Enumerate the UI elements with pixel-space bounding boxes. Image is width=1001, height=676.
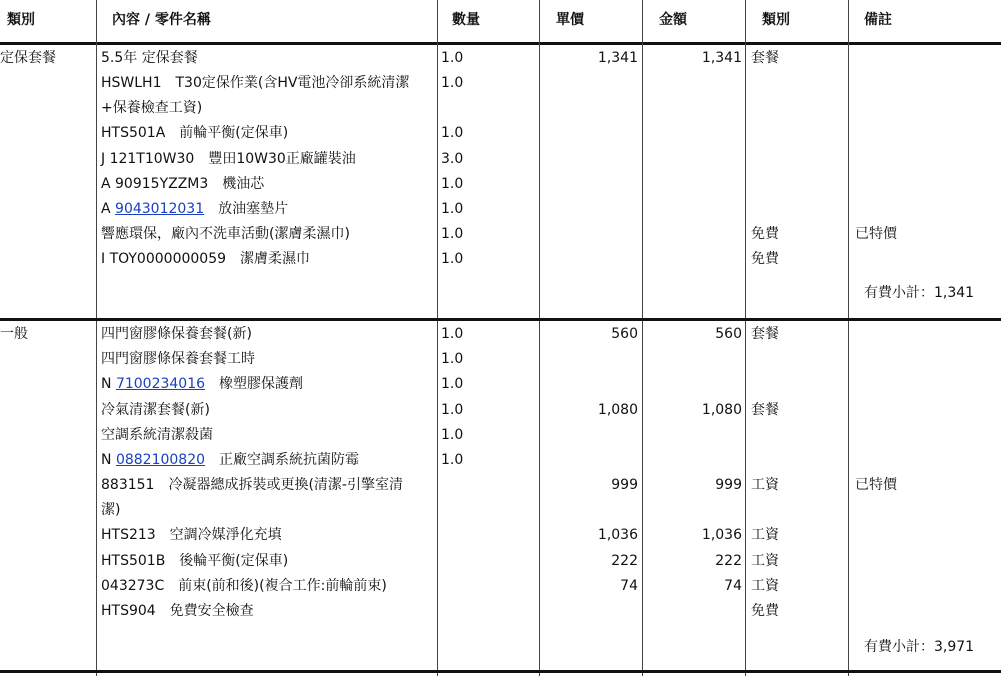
item-description xyxy=(101,451,359,469)
item-type: 套餐 xyxy=(751,326,779,342)
item-code-text: 空調系統清潔殺菌 xyxy=(101,426,213,443)
item-description xyxy=(101,250,310,268)
item-description xyxy=(101,350,255,368)
item-amount: 1,341 xyxy=(701,50,742,66)
group-category: 定保套餐 xyxy=(0,50,56,66)
item-qty: 1.0 xyxy=(441,175,464,192)
item-description xyxy=(101,150,356,168)
item-description xyxy=(101,200,288,218)
item-amount: 1,080 xyxy=(701,401,742,418)
item-amount: 999 xyxy=(715,477,742,494)
header-remark: 備註 xyxy=(864,12,892,28)
item-type: 套餐 xyxy=(751,50,779,66)
item-description xyxy=(101,74,409,92)
item-qty: 1.0 xyxy=(441,201,464,217)
header-type: 類別 xyxy=(762,12,790,28)
item-code-text: N xyxy=(101,376,116,393)
item-code-text: 5.5年 定保套餐 xyxy=(101,50,198,66)
item-amount: 1,036 xyxy=(701,527,742,544)
column-divider xyxy=(539,0,540,676)
item-description-cont: 潔) xyxy=(101,502,121,519)
item-code-text: 響應環保，廠內不洗車活動(潔膚柔濕巾) xyxy=(101,226,350,243)
item-type: 工資 xyxy=(751,527,779,544)
item-code-text: A 90915YZZM3 機油芯 xyxy=(101,175,265,192)
header-amount: 金額 xyxy=(659,12,687,28)
item-type: 工資 xyxy=(751,577,779,594)
item-code-text: 四門窗膠條保養套餐(新) xyxy=(101,326,252,342)
part-name-text: 橡塑膠保護劑 xyxy=(205,376,304,393)
table-header xyxy=(0,0,1001,45)
item-unit-price: 999 xyxy=(611,477,638,494)
item-description-cont: +保養檢查工資) xyxy=(101,100,203,117)
item-type: 工資 xyxy=(751,477,779,494)
column-divider xyxy=(437,0,438,676)
group-category: 一般 xyxy=(0,326,28,342)
item-code-text: HSWLH1 T30定保作業(含HV電池冷卻系統清潔 xyxy=(101,75,410,92)
item-code-text: N xyxy=(101,452,116,468)
item-code-text: HTS501A 前輪平衡(定保車) xyxy=(101,125,289,142)
item-remark: 已特價 xyxy=(855,477,897,494)
item-remark: 已特價 xyxy=(855,226,897,243)
group-subtotal: 有費小計：1,341 xyxy=(864,285,975,301)
item-qty: 1.0 xyxy=(441,351,464,368)
item-type: 免費 xyxy=(751,226,779,243)
item-unit-price: 1,036 xyxy=(597,527,638,544)
group-divider xyxy=(0,318,1001,321)
item-unit-price: 222 xyxy=(611,552,638,569)
item-description xyxy=(101,175,264,193)
item-description xyxy=(101,325,252,343)
item-code-text: J 121T10W30 豐田10W30正廠罐裝油 xyxy=(101,150,356,167)
item-qty: 1.0 xyxy=(441,376,464,393)
item-unit-price: 74 xyxy=(620,577,638,594)
item-description xyxy=(101,552,288,570)
part-number-link[interactable]: 7100234016 xyxy=(115,376,206,393)
item-code-text: HTS213 空調冷媒淨化充填 xyxy=(101,527,282,544)
item-qty: 1.0 xyxy=(441,50,464,66)
item-qty: 3.0 xyxy=(441,150,464,167)
item-description xyxy=(101,375,303,393)
item-description xyxy=(101,526,282,544)
item-amount: 222 xyxy=(715,552,742,569)
column-divider xyxy=(642,0,643,676)
header-category: 類別 xyxy=(7,12,35,28)
header-qty: 數量 xyxy=(452,12,480,28)
group-subtotal: 有費小計：3,971 xyxy=(864,639,975,655)
item-description xyxy=(101,426,213,444)
item-description xyxy=(101,476,403,494)
part-number-link[interactable]: 9043012031 xyxy=(115,201,205,217)
group-divider xyxy=(0,670,1001,673)
header-unit-price: 單價 xyxy=(556,12,584,28)
item-qty: 1.0 xyxy=(441,452,464,468)
item-type: 免費 xyxy=(751,603,779,619)
header-content: 內容 / 零件名稱 xyxy=(112,12,211,28)
item-description xyxy=(101,577,387,595)
item-qty: 1.0 xyxy=(441,125,464,142)
item-unit-price: 1,341 xyxy=(597,50,638,66)
item-unit-price: 1,080 xyxy=(597,401,638,418)
item-code-text: 冷氣清潔套餐(新) xyxy=(101,401,210,418)
item-description xyxy=(101,602,254,620)
item-type: 免費 xyxy=(751,251,779,268)
item-type: 套餐 xyxy=(751,401,779,418)
column-divider xyxy=(96,0,97,676)
item-qty: 1.0 xyxy=(441,226,464,243)
part-name-text: 正廠空調系統抗菌防霉 xyxy=(205,452,360,468)
column-divider xyxy=(745,0,746,676)
item-code-text: I TOY0000000059 潔膚柔濕巾 xyxy=(101,251,311,268)
item-qty: 1.0 xyxy=(441,75,464,92)
item-code-text: A xyxy=(101,201,116,217)
item-code-text: HTS904 免費安全檢查 xyxy=(101,603,254,619)
item-qty: 1.0 xyxy=(441,401,464,418)
item-description xyxy=(101,124,288,142)
item-code-text: 043273C 前束(前和後)(複合工作:前輪前束) xyxy=(101,577,387,594)
item-code-text: 883151 冷凝器總成拆裝或更換(清潔-引擎室清 xyxy=(101,477,403,494)
item-description xyxy=(101,49,198,67)
item-amount: 74 xyxy=(724,577,742,594)
item-code-text: 四門窗膠條保養套餐工時 xyxy=(101,351,255,368)
item-type: 工資 xyxy=(751,552,779,569)
item-qty: 1.0 xyxy=(441,326,464,342)
item-description xyxy=(101,225,350,243)
column-divider xyxy=(848,0,849,676)
part-number-link[interactable]: 0882100820 xyxy=(115,452,206,468)
item-description xyxy=(101,401,210,419)
item-qty: 1.0 xyxy=(441,426,464,443)
part-name-text: 放油塞墊片 xyxy=(204,201,289,217)
item-unit-price: 560 xyxy=(611,326,638,342)
item-qty: 1.0 xyxy=(441,251,464,268)
item-code-text: HTS501B 後輪平衡(定保車) xyxy=(101,552,289,569)
item-amount: 560 xyxy=(715,326,742,342)
